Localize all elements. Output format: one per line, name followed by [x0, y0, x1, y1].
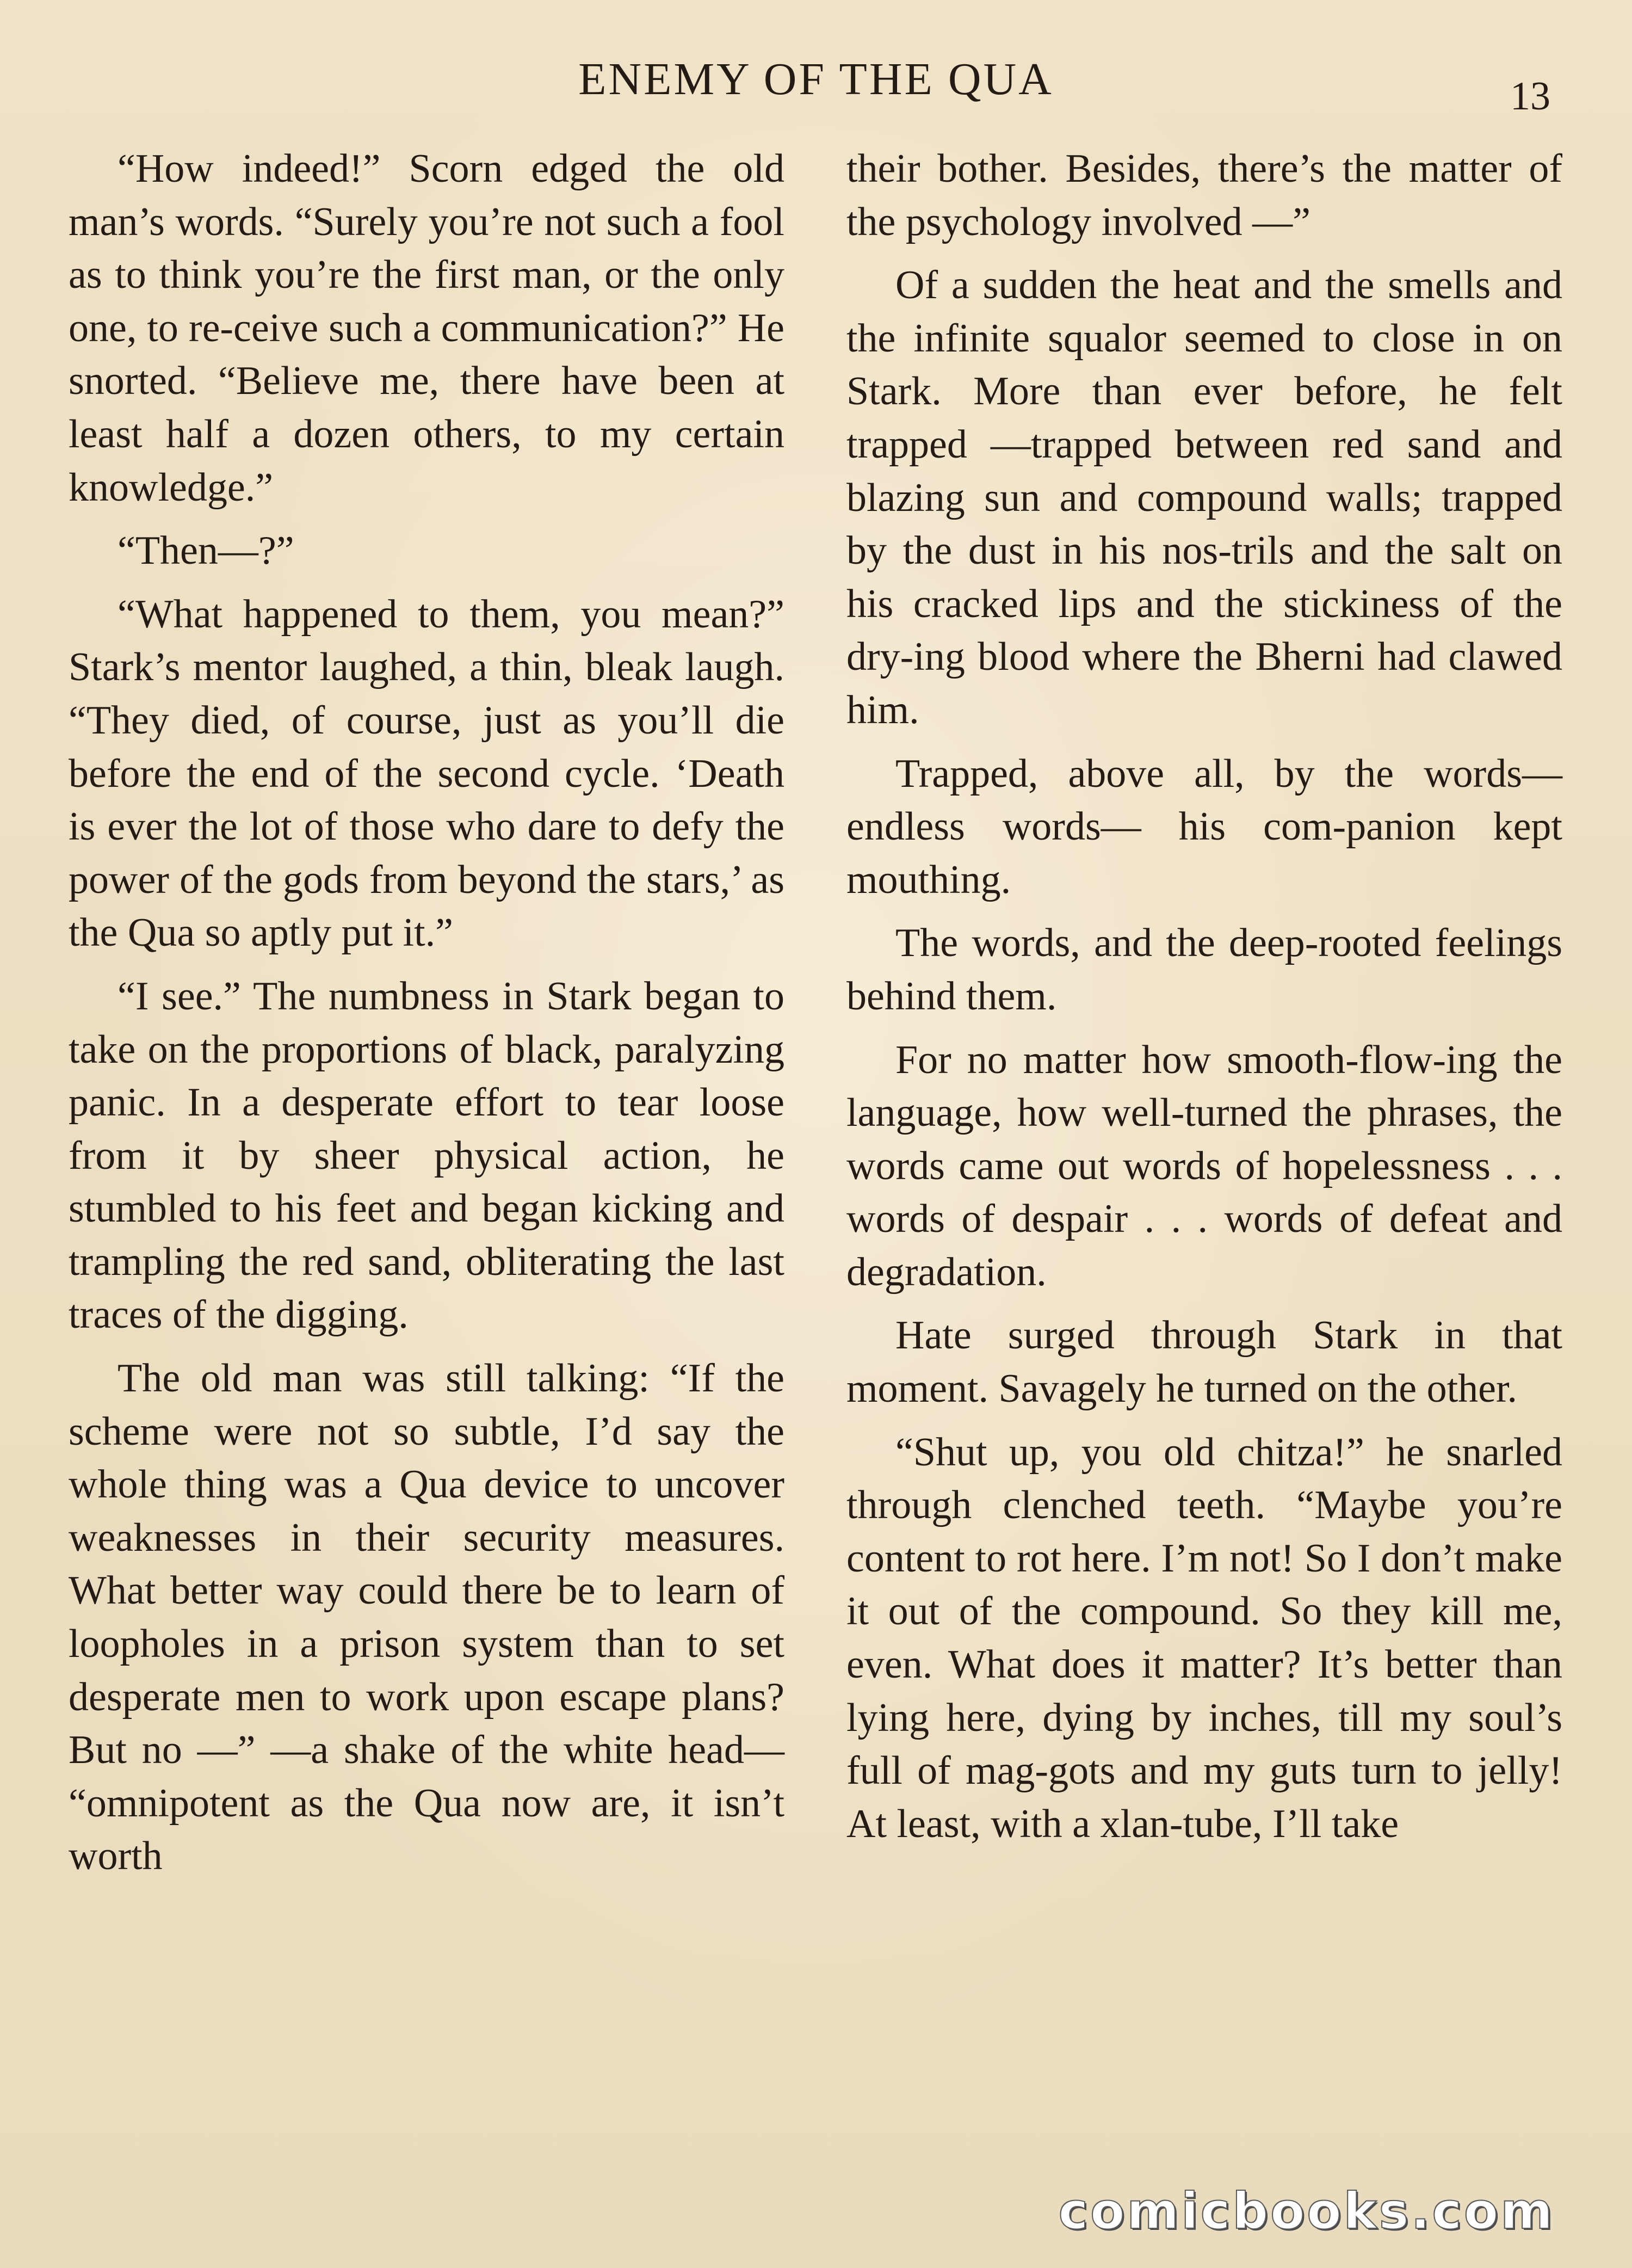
paragraph: The old man was still talking: “If the scheme were not so subtle, I’d say the whole thing was a Qua device to uncover weaknesses in their security measures. What better way could there be to learn of loopholes in a prison system than to set desperate men to work upon escape plans? But no —” —a shake of the white head— “omnipotent as the Qua now are, it isn’t worth	[69, 1356, 784, 1879]
paragraph: Of a sudden the heat and the smells and the infinite squalor seemed to close in on Stark. More than ever before, he felt trapped —trapped between red sand and blazing sun and compound walls; trapped by the dust in his nos-trils and the salt on his cracked lips and the stickiness of the dry-ing blood where the Bherni had clawed him.	[846, 263, 1562, 732]
left-column	[69, 143, 784, 1894]
paragraph: “Then—?”	[118, 528, 294, 574]
paragraph-continuation: their bother. Besides, there’s the matter of the psychology involved —”	[846, 146, 1562, 244]
paragraph: The words, and the deep-rooted feelings behind them.	[846, 921, 1562, 1019]
page-number: 13	[1510, 74, 1550, 119]
paragraph: For no matter how smooth-flow-ing the language, how well-turned the phrases, the words came out words of hopelessness . . . words of despair . . . words of defeat and degradation.	[846, 1037, 1562, 1295]
paragraph: “What happened to them, you mean?” Stark’s mentor laughed, a thin, bleak laugh. “They died, of course, just as you’ll die before the end of the second cycle. ‘Death is ever the lot of those who dare to defy the power of the gods from beyond the stars,’ as the Qua so aptly put it.”	[69, 591, 784, 956]
right-column	[846, 143, 1562, 1861]
paragraph: “Shut up, you old chitza!” he snarled through clenched teeth. “Maybe you’re content to rot here. I’m not! So I don’t make it out of the compound. So they kill me, even. What does it matter? It’s better than lying here, dying by inches, till my soul’s full of mag-gots and my guts turn to jelly! At least, with a xlan-tube, I’ll take	[846, 1429, 1562, 1846]
paragraph: Hate surged through Stark in that moment. Savagely he turned on the other.	[846, 1313, 1562, 1412]
paragraph: “I see.” The numbness in Stark began to take on the proportions of black, paralyzing panic. In a desperate effort to tear loose from it by sheer physical action, he stumbled to his feet and began kicking and trampling the red sand, obliterating the last traces of the digging.	[69, 973, 784, 1338]
running-title: ENEMY OF THE QUA	[578, 54, 1054, 104]
paragraph: Trapped, above all, by the words—endless words— his com-panion kept mouthing.	[846, 751, 1562, 902]
watermark-text: comicbooks.com	[1058, 2182, 1555, 2240]
paragraph: “How indeed!” Scorn edged the old man’s words. “Surely you’re not such a fool as to think you’re the first man, or the only one, to re-ceive such a communication?” He snorted. “Believe me, there have been at least half a dozen others, to my certain knowledge.”	[69, 146, 784, 510]
